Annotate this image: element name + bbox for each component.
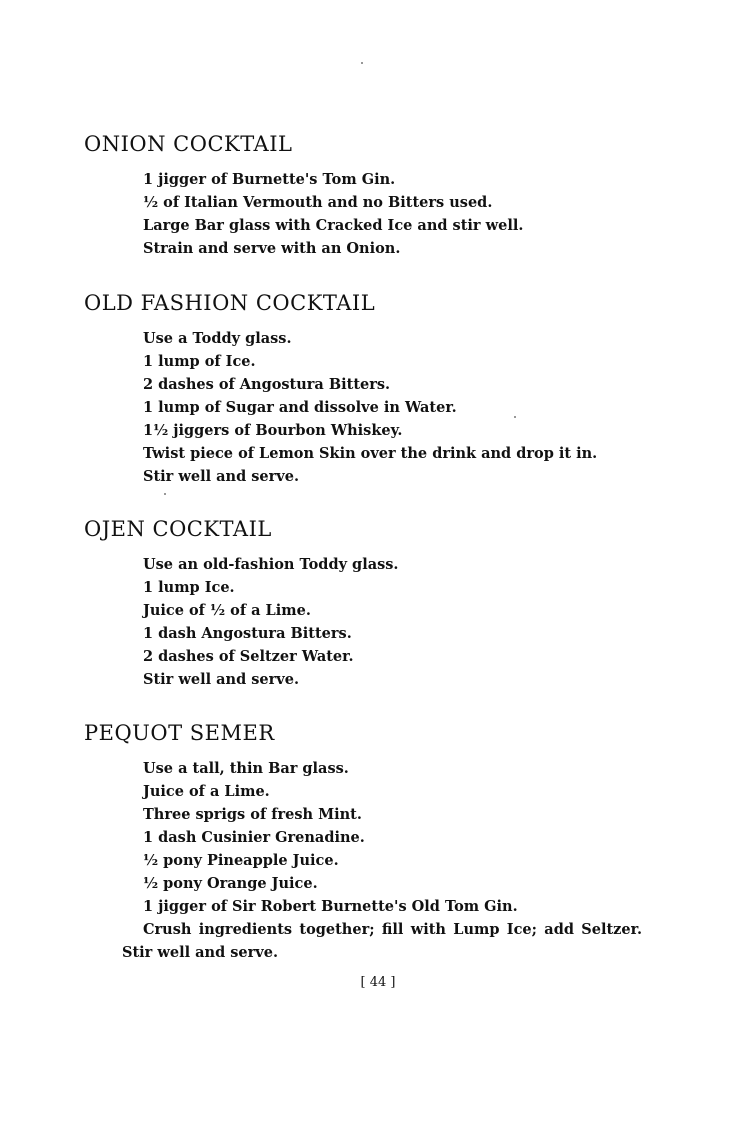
recipe-title: OLD FASHION COCKTAIL — [84, 291, 376, 315]
recipe-line: 1½ jiggers of Bourbon Whiskey. — [143, 422, 403, 439]
recipe-line: ½ pony Orange Juice. — [143, 875, 318, 892]
recipe-line: Strain and serve with an Onion. — [143, 240, 401, 257]
recipe-line: 2 dashes of Angostura Bitters. — [143, 376, 391, 393]
recipe-line: Twist piece of Lemon Skin over the drink and drop it in. — [143, 445, 598, 462]
page-number: [ 44 ] — [360, 975, 396, 990]
ingredient-list — [143, 757, 518, 918]
recipe-line: 2 dashes of Seltzer Water. — [143, 648, 354, 665]
recipe-line: ½ pony Pineapple Juice. — [143, 852, 339, 869]
print-speck — [164, 493, 166, 495]
ingredient-list — [143, 327, 597, 488]
recipe-line: Use an old-fashion Toddy glass. — [143, 556, 399, 573]
recipe-line: Stir well and serve. — [143, 468, 299, 485]
recipe-line: 1 jigger of Burnette's Tom Gin. — [143, 171, 396, 188]
print-speck — [514, 416, 516, 418]
recipe-line: 1 lump Ice. — [143, 579, 235, 596]
recipe-title: OJEN COCKTAIL — [84, 517, 272, 541]
recipe-line: 1 dash Cusinier Grenadine. — [143, 829, 365, 846]
recipe-line: Stir well and serve. — [143, 671, 299, 688]
recipe-line: Use a Toddy glass. — [143, 330, 292, 347]
recipe-line: 1 dash Angostura Bitters. — [143, 625, 352, 642]
ingredient-list — [143, 553, 398, 691]
recipe-title: PEQUOT SEMER — [84, 721, 275, 745]
recipe-instruction-paragraph: Crush ingredients together; fill with Lump Ice; add Seltzer. Stir well and serve. — [122, 921, 642, 961]
print-speck — [361, 62, 363, 64]
ingredient-list — [143, 168, 523, 260]
recipe-line: Juice of a Lime. — [143, 783, 270, 800]
recipe-title: ONION COCKTAIL — [84, 132, 293, 156]
recipe-line: Juice of ½ of a Lime. — [143, 602, 311, 619]
recipe-line: 1 jigger of Sir Robert Burnette's Old Tom Gin. — [143, 898, 518, 915]
recipe-line: Three sprigs of fresh Mint. — [143, 806, 362, 823]
recipe-line: ½ of Italian Vermouth and no Bitters used. — [143, 194, 493, 211]
recipe-line: 1 lump of Ice. — [143, 353, 256, 370]
recipe-line: Large Bar glass with Cracked Ice and stir well. — [143, 217, 524, 234]
recipe-line: 1 lump of Sugar and dissolve in Water. — [143, 399, 457, 416]
recipe-line: Use a tall, thin Bar glass. — [143, 760, 349, 777]
